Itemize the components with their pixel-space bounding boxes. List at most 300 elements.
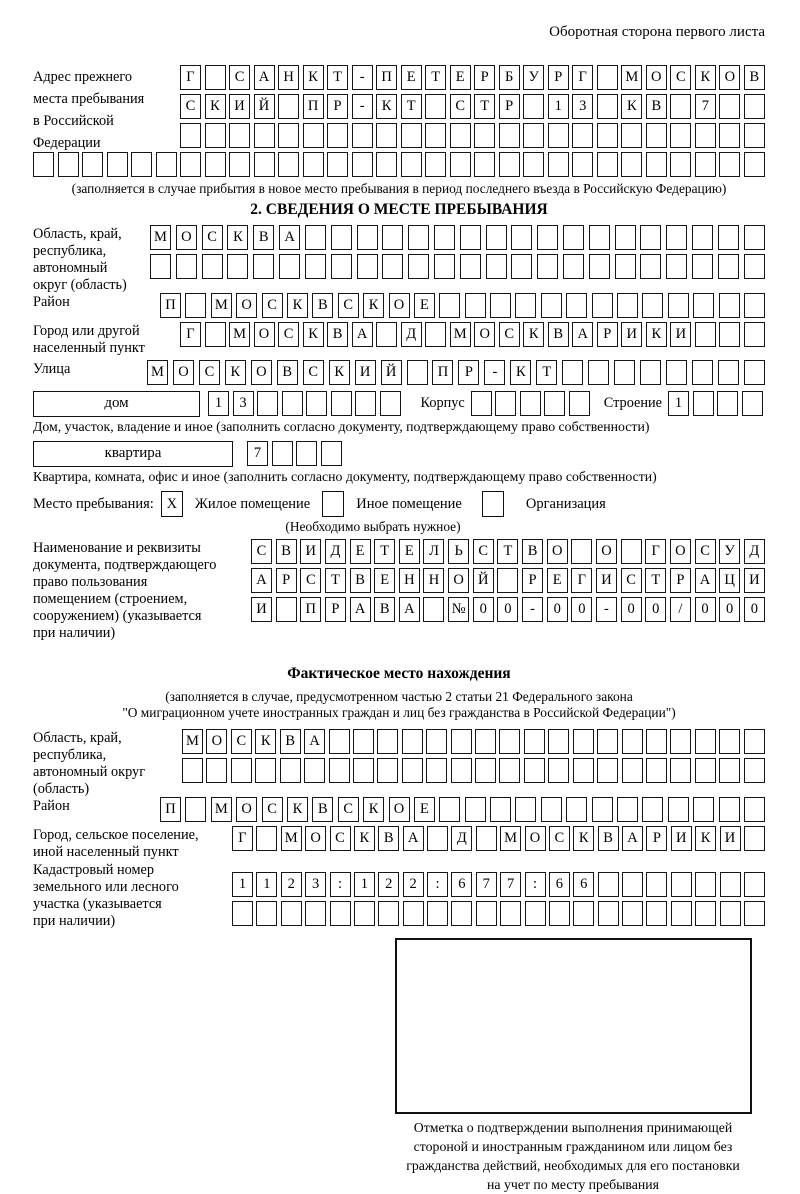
char-cell: : xyxy=(525,872,546,897)
char-cell: И xyxy=(671,826,692,851)
char-cell xyxy=(425,152,446,177)
char-cell xyxy=(329,729,350,754)
char-cell xyxy=(572,123,593,148)
char-cell xyxy=(744,826,765,851)
char-cell: М xyxy=(182,729,203,754)
char-cell: О xyxy=(389,293,410,318)
char-cell: И xyxy=(621,322,642,347)
char-cell xyxy=(617,797,638,822)
char-cell: 1 xyxy=(668,391,689,416)
char-cell: С xyxy=(549,826,570,851)
char-cell xyxy=(695,758,716,783)
street-field xyxy=(33,360,765,389)
district-label: Район xyxy=(33,294,70,310)
char-cell xyxy=(352,152,373,177)
char-cell: И xyxy=(355,360,376,385)
char-cell: Е xyxy=(414,293,435,318)
char-cell xyxy=(573,729,594,754)
char-cell: А xyxy=(622,826,643,851)
char-cell: О xyxy=(236,797,257,822)
char-cell xyxy=(622,758,643,783)
char-cell xyxy=(744,322,765,347)
char-cell xyxy=(475,758,496,783)
char-cell: М xyxy=(150,225,171,250)
char-cell: Й xyxy=(381,360,402,385)
char-cell xyxy=(719,94,740,119)
char-cell: Г xyxy=(232,826,253,851)
char-cell: О xyxy=(173,360,194,385)
char-cell xyxy=(497,568,518,593)
char-cell: Д xyxy=(451,826,472,851)
char-cell: Т xyxy=(325,568,346,593)
stay-type-row xyxy=(33,489,765,519)
char-cell xyxy=(548,729,569,754)
char-cell xyxy=(515,797,536,822)
char-cell xyxy=(548,152,569,177)
char-cell: В xyxy=(646,94,667,119)
char-cell: 2 xyxy=(378,872,399,897)
char-cell xyxy=(499,758,520,783)
char-cell: М xyxy=(147,360,168,385)
char-cell: Р xyxy=(670,568,691,593)
actual-location-note: (заполняется в случае, предусмотренном частью 2 статьи 21 Федерального закона "О миграционном учете иностранных граждан и лиц без гражданства в Российской Федерации") xyxy=(122,689,676,720)
char-cell: К xyxy=(695,826,716,851)
char-cell: Н xyxy=(423,568,444,593)
char-cell xyxy=(668,293,689,318)
char-cell: : xyxy=(330,872,351,897)
char-cell xyxy=(646,758,667,783)
char-cell: Р xyxy=(327,94,348,119)
char-cell xyxy=(640,225,661,250)
region-field xyxy=(33,225,765,293)
char-cell xyxy=(500,901,521,926)
char-cell xyxy=(254,123,275,148)
char-cell: - xyxy=(522,597,543,622)
char-cell xyxy=(589,225,610,250)
char-cell xyxy=(330,901,351,926)
char-cell: П xyxy=(160,293,181,318)
apartment-cells xyxy=(247,441,342,466)
char-cell: Е xyxy=(414,797,435,822)
char-cell: С xyxy=(695,539,716,564)
document-cells-row3 xyxy=(251,597,765,622)
char-cell: С xyxy=(300,568,321,593)
char-cell xyxy=(719,293,740,318)
char-cell xyxy=(717,391,738,416)
document-cells-row1 xyxy=(251,539,765,564)
char-cell: У xyxy=(719,539,740,564)
char-cell xyxy=(451,758,472,783)
char-cell xyxy=(131,152,152,177)
char-cell xyxy=(423,597,444,622)
char-cell: Й xyxy=(254,94,275,119)
char-cell: 0 xyxy=(497,597,518,622)
char-cell: Т xyxy=(497,539,518,564)
street-cells xyxy=(147,360,765,385)
char-cell xyxy=(465,797,486,822)
char-cell xyxy=(255,758,276,783)
char-cell xyxy=(253,254,274,279)
char-cell: Г xyxy=(572,65,593,90)
char-cell: О xyxy=(251,360,272,385)
char-cell xyxy=(566,293,587,318)
char-cell xyxy=(156,152,177,177)
char-cell xyxy=(401,152,422,177)
city-cells xyxy=(180,322,765,347)
stay-type-checkbox-residential: X xyxy=(161,491,183,517)
stroenie-cells xyxy=(668,391,763,416)
char-cell xyxy=(563,254,584,279)
char-cell: П xyxy=(303,94,324,119)
char-cell: Р xyxy=(458,360,479,385)
char-cell: И xyxy=(720,826,741,851)
char-cell: : xyxy=(427,872,448,897)
char-cell: М xyxy=(211,293,232,318)
stroenie-label: Строение xyxy=(603,395,663,411)
char-cell xyxy=(232,901,253,926)
char-cell: В xyxy=(374,597,395,622)
char-cell xyxy=(642,797,663,822)
char-cell: Р xyxy=(325,597,346,622)
char-cell xyxy=(499,123,520,148)
char-cell: Л xyxy=(423,539,444,564)
char-cell xyxy=(205,322,226,347)
char-cell: К xyxy=(255,729,276,754)
char-cell: А xyxy=(350,597,371,622)
char-cell xyxy=(331,225,352,250)
char-cell xyxy=(695,729,716,754)
char-cell xyxy=(524,729,545,754)
char-cell xyxy=(465,293,486,318)
street-label: Улица xyxy=(33,361,71,377)
char-cell: Г xyxy=(571,568,592,593)
char-cell: И xyxy=(229,94,250,119)
char-cell xyxy=(176,254,197,279)
char-cell: К xyxy=(303,322,324,347)
char-cell xyxy=(180,152,201,177)
actual-region-cells-row2 xyxy=(182,758,765,783)
char-cell xyxy=(621,539,642,564)
char-cell: Р xyxy=(499,94,520,119)
char-cell xyxy=(744,872,765,897)
char-cell xyxy=(573,901,594,926)
prev-address-cells-overflow xyxy=(33,152,765,177)
char-cell xyxy=(614,360,635,385)
region-label: Область, край, республика, автономный округ (область) xyxy=(33,226,127,293)
char-cell xyxy=(205,152,226,177)
char-cell xyxy=(499,152,520,177)
char-cell: С xyxy=(202,225,223,250)
char-cell: Д xyxy=(401,322,422,347)
char-cell xyxy=(562,360,583,385)
char-cell: П xyxy=(300,597,321,622)
stamp-caption: Отметка о подтверждении выполнения принимающей стороной и иностранным гражданином или лицом без гражданства действий, необходимых для его постановки на учет по месту пребывания xyxy=(406,1120,740,1192)
char-cell: О xyxy=(236,293,257,318)
char-cell xyxy=(150,254,171,279)
char-cell: Т xyxy=(474,94,495,119)
char-cell xyxy=(692,360,713,385)
char-cell: В xyxy=(312,797,333,822)
actual-city-field xyxy=(33,826,765,864)
char-cell xyxy=(646,729,667,754)
prev-address-cells-row2 xyxy=(180,94,765,119)
actual-district-label: Район xyxy=(33,798,70,814)
char-cell: С xyxy=(251,539,272,564)
char-cell xyxy=(524,758,545,783)
char-cell: М xyxy=(211,797,232,822)
char-cell: Т xyxy=(374,539,395,564)
char-cell: П xyxy=(432,360,453,385)
char-cell: Ь xyxy=(448,539,469,564)
char-cell xyxy=(744,729,765,754)
char-cell xyxy=(353,758,374,783)
char-cell: К xyxy=(227,225,248,250)
char-cell: К xyxy=(510,360,531,385)
char-cell: К xyxy=(573,826,594,851)
apartment-note: Квартира, комната, офис и иное (заполнить согласно документу, подтверждающему право собственности) xyxy=(33,469,657,484)
char-cell xyxy=(407,360,428,385)
char-cell xyxy=(666,225,687,250)
char-cell xyxy=(229,123,250,148)
char-cell xyxy=(490,797,511,822)
char-cell: 3 xyxy=(305,872,326,897)
char-cell: А xyxy=(304,729,325,754)
char-cell: Г xyxy=(180,322,201,347)
char-cell xyxy=(357,225,378,250)
char-cell xyxy=(511,225,532,250)
char-cell xyxy=(327,152,348,177)
stay-type-note: (Необходимо выбрать нужное) xyxy=(285,519,461,534)
char-cell: К xyxy=(225,360,246,385)
char-cell xyxy=(321,441,342,466)
char-cell: П xyxy=(376,65,397,90)
char-cell: М xyxy=(450,322,471,347)
char-cell xyxy=(58,152,79,177)
char-cell: / xyxy=(670,597,691,622)
char-cell xyxy=(671,872,692,897)
actual-district-cells xyxy=(160,797,765,822)
stay-type-option-other: Иное помещение xyxy=(356,495,462,512)
char-cell xyxy=(719,729,740,754)
char-cell xyxy=(744,293,765,318)
char-cell: О xyxy=(448,568,469,593)
char-cell: 0 xyxy=(547,597,568,622)
house-box-label: дом xyxy=(33,391,200,417)
char-cell xyxy=(718,225,739,250)
char-cell: Е xyxy=(450,65,471,90)
char-cell: Т xyxy=(425,65,446,90)
page-corner-note: Оборотная сторона первого листа xyxy=(549,24,765,40)
char-cell xyxy=(744,797,765,822)
char-cell: Р xyxy=(474,65,495,90)
char-cell: С xyxy=(231,729,252,754)
char-cell: 6 xyxy=(549,872,570,897)
char-cell xyxy=(382,225,403,250)
char-cell xyxy=(180,123,201,148)
char-cell xyxy=(695,901,716,926)
char-cell xyxy=(646,872,667,897)
char-cell xyxy=(617,293,638,318)
char-cell: К xyxy=(303,65,324,90)
char-cell: 1 xyxy=(232,872,253,897)
char-cell: 6 xyxy=(573,872,594,897)
char-cell xyxy=(642,293,663,318)
house-note: Дом, участок, владение и иное (заполнить согласно документу, подтверждающему право собственности) xyxy=(33,419,650,434)
char-cell: В xyxy=(276,539,297,564)
char-cell: П xyxy=(160,797,181,822)
char-cell: О xyxy=(670,539,691,564)
char-cell xyxy=(573,758,594,783)
char-cell xyxy=(474,152,495,177)
char-cell: К xyxy=(363,797,384,822)
char-cell xyxy=(296,441,317,466)
char-cell xyxy=(670,94,691,119)
char-cell xyxy=(476,826,497,851)
char-cell: Н xyxy=(278,65,299,90)
char-cell: 7 xyxy=(476,872,497,897)
char-cell: В xyxy=(548,322,569,347)
house-row xyxy=(33,389,765,418)
char-cell: С xyxy=(199,360,220,385)
char-cell xyxy=(615,225,636,250)
char-cell: 0 xyxy=(571,597,592,622)
char-cell xyxy=(352,123,373,148)
char-cell: А xyxy=(695,568,716,593)
char-cell xyxy=(549,901,570,926)
char-cell: Й xyxy=(473,568,494,593)
apartment-row xyxy=(33,439,765,468)
city-field xyxy=(33,322,765,360)
char-cell xyxy=(744,123,765,148)
char-cell xyxy=(646,901,667,926)
char-cell xyxy=(744,94,765,119)
char-cell: 7 xyxy=(247,441,268,466)
char-cell xyxy=(427,826,448,851)
char-cell xyxy=(499,729,520,754)
char-cell: В xyxy=(253,225,274,250)
char-cell xyxy=(592,293,613,318)
char-cell: К xyxy=(363,293,384,318)
char-cell: К xyxy=(376,94,397,119)
prev-address-note: (заполняется в случае прибытия в новое место пребывания в период последнего въезда в Российскую Федерацию) xyxy=(71,181,727,196)
char-cell xyxy=(511,254,532,279)
char-cell xyxy=(185,293,206,318)
char-cell xyxy=(272,441,293,466)
char-cell xyxy=(403,901,424,926)
char-cell xyxy=(572,152,593,177)
char-cell: И xyxy=(670,322,691,347)
char-cell: С xyxy=(338,293,359,318)
char-cell: С xyxy=(621,568,642,593)
char-cell: В xyxy=(277,360,298,385)
char-cell xyxy=(450,152,471,177)
char-cell xyxy=(278,123,299,148)
char-cell: 2 xyxy=(281,872,302,897)
char-cell xyxy=(355,391,376,416)
char-cell xyxy=(460,254,481,279)
char-cell xyxy=(257,391,278,416)
char-cell xyxy=(622,901,643,926)
char-cell: - xyxy=(352,94,373,119)
char-cell: С xyxy=(450,94,471,119)
char-cell xyxy=(206,758,227,783)
char-cell: 1 xyxy=(354,872,375,897)
char-cell xyxy=(33,152,54,177)
char-cell: Е xyxy=(350,539,371,564)
char-cell: С xyxy=(338,797,359,822)
char-cell xyxy=(670,758,691,783)
char-cell xyxy=(376,123,397,148)
char-cell xyxy=(541,293,562,318)
char-cell xyxy=(670,152,691,177)
char-cell: О xyxy=(719,65,740,90)
char-cell: О xyxy=(254,322,275,347)
char-cell: С xyxy=(180,94,201,119)
region-cells-row2 xyxy=(150,254,765,279)
char-cell: Д xyxy=(325,539,346,564)
char-cell xyxy=(563,225,584,250)
char-cell xyxy=(282,391,303,416)
char-cell: 7 xyxy=(500,872,521,897)
char-cell xyxy=(670,729,691,754)
char-cell: К xyxy=(695,65,716,90)
char-cell xyxy=(305,225,326,250)
house-cells xyxy=(208,391,401,416)
prev-address-cells-row1 xyxy=(180,65,765,90)
char-cell xyxy=(692,254,713,279)
char-cell xyxy=(544,391,565,416)
char-cell: Ц xyxy=(719,568,740,593)
char-cell xyxy=(744,225,765,250)
char-cell xyxy=(256,826,277,851)
char-cell xyxy=(380,391,401,416)
char-cell xyxy=(548,758,569,783)
char-cell xyxy=(571,539,592,564)
char-cell xyxy=(305,254,326,279)
char-cell xyxy=(357,254,378,279)
char-cell xyxy=(523,123,544,148)
char-cell xyxy=(744,758,765,783)
char-cell xyxy=(719,758,740,783)
char-cell: А xyxy=(279,225,300,250)
char-cell xyxy=(640,360,661,385)
char-cell xyxy=(401,123,422,148)
char-cell xyxy=(353,729,374,754)
char-cell xyxy=(331,254,352,279)
char-cell: Т xyxy=(536,360,557,385)
char-cell xyxy=(304,758,325,783)
char-cell: К xyxy=(523,322,544,347)
char-cell xyxy=(439,797,460,822)
char-cell xyxy=(377,729,398,754)
char-cell xyxy=(377,758,398,783)
char-cell: Р xyxy=(522,568,543,593)
char-cell xyxy=(460,225,481,250)
char-cell xyxy=(276,597,297,622)
char-cell xyxy=(402,758,423,783)
char-cell: Т xyxy=(645,568,666,593)
char-cell: - xyxy=(484,360,505,385)
char-cell: - xyxy=(596,597,617,622)
char-cell: А xyxy=(403,826,424,851)
char-cell: 0 xyxy=(719,597,740,622)
char-cell xyxy=(305,901,326,926)
char-cell: И xyxy=(251,597,272,622)
char-cell xyxy=(720,901,741,926)
char-cell xyxy=(720,872,741,897)
char-cell: В xyxy=(312,293,333,318)
char-cell xyxy=(354,901,375,926)
